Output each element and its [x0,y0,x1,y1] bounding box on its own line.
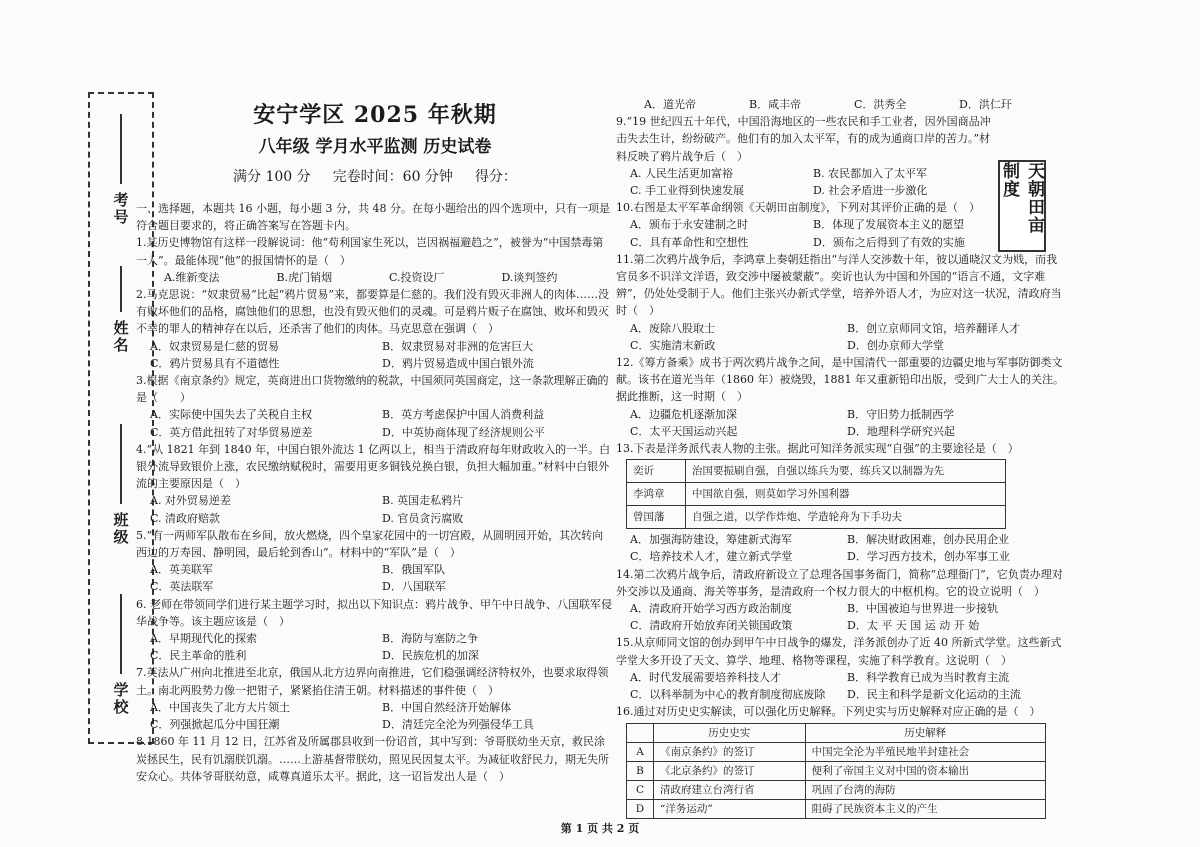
option-d: D．八国联军 [382,580,446,594]
table-header [627,723,1046,742]
option-a: A.维新变法 [164,270,220,284]
table-row [627,460,1006,483]
table-row [627,742,1046,761]
option-a: A．英美联军 [150,563,213,577]
question-11 [616,251,1064,354]
option-d: D．学习西方技术，创办军事工业 [847,550,1010,564]
option-d: D.谈判签约 [501,270,558,284]
option-a: A．中国丧失了北方大片领土 [150,700,290,714]
table-cell: 奕䜣 [627,460,686,483]
class-line [120,424,122,504]
question-12 [616,354,1064,440]
section-intro: 一、选择题，本题共 16 小题，每小题 3 分，共 48 分。在每小题给出的四个选项中，只有一项是符合题目要求的，将正确答案写在答题卡内。 [136,202,610,233]
table-cell: 治国要振刷自强，自强以练兵为要，练兵又以制器为先 [686,460,1006,483]
table-cell: 便利了帝国主义对中国的资本输出 [805,761,1045,780]
option-d: D．民主和科学是新文化运动的主流 [847,688,1021,702]
question-7 [136,664,614,733]
table-cell: 李鸿章 [627,483,686,506]
exam-number-line [120,114,122,184]
option-a: A．废除八股取士 [630,321,715,335]
table-row [627,483,1006,506]
option-d: D. 社会矛盾进一步激化 [813,184,928,198]
option-b: B. 农民都加入了太平军 [813,166,928,180]
time-limit: 完卷时间：60 分钟 [332,169,453,185]
option-c: C．清政府开始放弃闭关锁国政策 [630,619,793,633]
question-13 [616,440,1064,566]
option-c: C．实施清末新政 [630,338,716,352]
question-stem: 15.从京师同文馆的创办到甲午中日战争的爆发，洋务派创办了近 40 所新式学堂。这些新式学堂大多开设了天文、算学、地理、格物等课程，实施了科学教育。这说明（ ） [616,636,1062,667]
option-a: A. 人民生活更加富裕 [630,166,733,180]
option-c: C. 手工业得到快速发展 [630,184,745,198]
question-stem: 12.《筹方备乘》成书于两次鸦片战争之间，是中国清代一部重要的边疆史地与军事防御类文献。该书在道光当年（1860 年）被烧毁，1881 年又重新铅印出版，受到广大士人的关注。据此推断，这一时期（ ） [616,356,1064,404]
question-stem: 5.“有一两师军队散布在乡间，放火燃烧，四个皇家花园中的一切宫殿，从圆明园开始，其次转向西边的万寿园、静明园，最后轮到香山”。材料中的“军队”是（ ） [136,528,604,560]
question-stem: 9.“19 世纪四五十年代，中国沿海地区的一些农民和手工业者，因外国商品冲击失去生计，纷纷破产。他们有的加入太平军，有的成为通商口岸的苦力。”材料反映了鸦片战争后（ ） [616,115,991,163]
option-a: A．颁布于永安建制之时 [630,218,748,232]
option-a: A. 对外贸易逆差 [150,494,231,508]
page-number: 第 1 页 共 2 页 [560,822,640,835]
question-stem: 8.1860 年 11 月 12 日，江苏省及所属郡县收到一份诏首，其中写到：爷哥朕幼坐天京，救民涂炭拯民生，民有饥溺朕饥溺。……上游基督带朕幼，照见民因复太平。为减征收舒民力，期无失所安众心。共体爷哥朕幼意，咸尊真道乐太平。据此，这一诏旨发出人是（ ） [136,735,609,783]
advocates-table [626,459,1006,529]
table-cell: B [627,761,654,780]
question-stem: 10.右图是太平军革命纲领《天朝田亩制度》，下列对其评价正确的是（ ） [616,201,980,215]
question-15 [616,634,1064,703]
option-a: A．早期现代化的探索 [150,632,257,646]
question-stem: 11.第二次鸦片战争后，李鸿章上奏朝廷指出“与洋人交涉数十年，彼以通晓汉文为贱，而我官员多不识洋文洋语，致交涉中屡被蒙蔽”。奕䜣也认为中国和外国的“语言不通，文字难辨”，仍处处受制于人。他们主张兴办新式学堂，培养外语人才，为应对这一状况，清政府当时（ ） [616,252,1062,318]
table-cell [627,723,654,742]
table-cell: 巩固了台湾的海防 [805,780,1045,799]
option-a: A．实际使中国失去了关税自主权 [150,408,312,422]
option-b: B．中国被迫与世界进一步接轨 [847,602,999,616]
option-c: C．洪秀全 [854,98,907,111]
question-stem: 6. 老师在带领同学们进行某主题学习时，拟出以下知识点：鸦片战争、甲午中日战争、八国联军侵华战争等。该主题应该是（ ） [136,597,612,628]
option-b: B．守旧势力抵制西学 [847,407,955,421]
table-cell: 《南京条约》的签订 [654,742,806,761]
question-stem: 1.某历史博物馆有这样一段解说词：他“苟利国家生死以，岂因祸福避趋之”，被誉为“中国禁毒第一人”。最能体现“他”的报国情怀的是（ ） [136,236,604,267]
table-cell: C [627,780,654,799]
score-field: 得分： [474,169,517,185]
question-stem: 3.根据《南京条约》规定，英商进出口货物缴纳的税款，中国须同英国商定，这一条款理解正确的是（ ） [136,374,609,405]
option-b: B．咸丰帝 [749,98,802,111]
option-d: D. 官员贪污腐败 [382,511,464,525]
option-b: B．体现了发展资本主义的愿望 [813,218,965,232]
option-b: B. 英国走私鸦片 [382,494,464,508]
option-c: C．列强掀起瓜分中国狂潮 [150,718,280,732]
table-row [627,780,1046,799]
question-2 [136,286,614,372]
table-cell: 自强之道，以学作炸炮、学造轮舟为下手功夫 [686,506,1006,529]
option-a: A．道光帝 [644,98,696,111]
option-c: C．以科举制为中心的教育制度彻底废除 [630,688,826,702]
class-label: 班级 [111,512,130,546]
option-d: D．鸦片贸易造成中国白银外流 [382,356,534,370]
question-stem: 7.英法从广州向北推进至北京，俄国从北方边界向南推进，它们稳强调经济特权外，也要求取得领土。南北两股势力像一把钳子，紧紧掐住清王朝。材料描述的事件使（ ） [136,666,609,697]
table-row [627,799,1046,818]
question-stem: 2.马克思说：“奴隶贸易”比起“鸦片贸易”来，都要算是仁慈的。我们没有毁灭非洲人的肉体……没有败坏他们的品格，腐蚀他们的思想，也没有毁灭他们的灵魂。可是鸦片贩子在腐蚀、败坏和毁灭不幸的罪人的精神存在以后，还杀害了他们的肉体。马克思意在强调（ ） [136,288,609,336]
full-score: 满分 100 分 [233,169,311,185]
option-b: B．奴隶贸易对非洲的危害巨大 [382,339,534,353]
question-stem: 13.下表是洋务派代表人物的主张。据此可知洋务派实现“自强”的主要途径是（ ） [616,442,1019,456]
option-c: C．鸦片贸易具有不道德性 [150,356,280,370]
table-cell: A [627,742,654,761]
option-a: A．奴隶贸易是仁慈的贸易 [150,339,279,353]
option-a: A．加强海防建设，筹建新式海军 [630,533,792,547]
option-b: B．英方考虑保护中国人消费利益 [382,408,545,422]
question-14 [616,566,1064,635]
table-cell: 曾国藩 [627,506,686,529]
option-c: C．英方借此扭转了对华贸易逆差 [150,425,313,439]
table-cell: D [627,799,654,818]
school-line [120,594,122,674]
option-d: D．中英协商体现了经济规则公平 [382,425,545,439]
table-cell: 《北京条约》的签订 [654,761,806,780]
option-c: C．英法联军 [150,580,214,594]
left-column [136,98,614,785]
option-c: C．培养技术人才，建立新式学堂 [630,550,793,564]
name-label: 姓名 [111,320,130,354]
option-b: B．俄国军队 [382,563,446,577]
option-b: B．科学教育已成为当时教育主流 [847,670,1010,684]
table-row [627,506,1006,529]
option-d: D．太 平 天 国 运 动 开 始 [847,619,980,633]
option-b: B．创立京师同文馆，培养翻译人才 [847,321,1021,335]
question-stem: 4.“从 1821 年到 1840 年，中国白银外流达 1 亿两以上，相当于清政府每年财政收入的一半。白银外流导致银价上涨，农民缴纳赋税时，需要用更多铜钱兑换白银，负担大幅加重。”材料中白银外流的主要原因是（ ） [136,442,611,491]
table-row [627,761,1046,780]
question-8 [136,733,614,785]
option-c: C．具有革命性和空想性 [630,235,749,249]
question-5 [136,527,614,596]
exam-title: 安宁学区 2025 年秋期 [253,102,497,128]
name-line [120,266,122,312]
tianchao-tianmu-document-image [998,160,1046,252]
option-d: D．清廷完全沦为列强侵华工具 [382,718,534,732]
option-c: C.投资设厂 [389,270,445,284]
table-cell: 中国完全沦为半殖民地半封建社会 [805,742,1045,761]
option-b: B．中国自然经济开始解体 [382,700,512,714]
stamp-title: 天朝田亩制度 [999,162,1044,234]
question-16 [616,703,1064,818]
table-cell: 阻碍了民族资本主义的产生 [805,799,1045,818]
option-d: D．地理科学研究兴起 [847,424,955,438]
question-stem: 16.通过对历史史实解读，可以强化历史解释。下列史实与历史解释对应正确的是（ ） [616,705,1041,719]
option-a: A．清政府开始学习西方政治制度 [630,602,792,616]
question-4 [136,441,614,527]
option-a: A．边疆危机逐渐加深 [630,407,737,421]
option-c: C．太平天国运动兴起 [630,424,738,438]
option-b: B.虎门销烟 [276,270,333,284]
option-d: D．洪仁玕 [959,98,1012,111]
table-cell: 清政府建立台湾行省 [654,780,806,799]
question-1 [136,234,614,286]
question-6 [136,596,614,665]
option-c: C. 清政府赔款 [150,511,221,525]
option-d: D．民族危机的加深 [382,649,479,663]
table-cell: 历史解释 [805,723,1045,742]
table-cell: 历史史实 [654,723,806,742]
option-b: B．解决财政困难，创办民用企业 [847,533,1010,547]
option-a: A．时代发展需要培养科技人才 [630,670,781,684]
school-label: 学校 [111,682,130,716]
option-b: B．海防与塞防之争 [382,632,479,646]
option-d: D．创办京师大学堂 [847,338,944,352]
history-table [626,723,1046,819]
table-cell: “洋务运动” [654,799,806,818]
question-8-options [616,96,1064,113]
question-stem: 14.第二次鸦片战争后，清政府新设立了总理各国事务衙门，简称“总理衙门”，它负责办理对外交涉以及通商、海关等事务，是清政府一个权力很大的中枢机构。它的设立说明（ ） [616,567,1063,598]
exam-number-label: 考号 [111,192,130,226]
option-d: D．颁布之后得到了有效的实施 [813,235,965,249]
question-3 [136,372,614,441]
table-cell: 中国欲自强，则莫如学习外国利器 [686,483,1006,506]
exam-subtitle: 八年级 学月水平监测 历史试卷 [258,137,492,157]
option-c: C．民主革命的胜利 [150,649,247,663]
exam-info [136,162,614,192]
